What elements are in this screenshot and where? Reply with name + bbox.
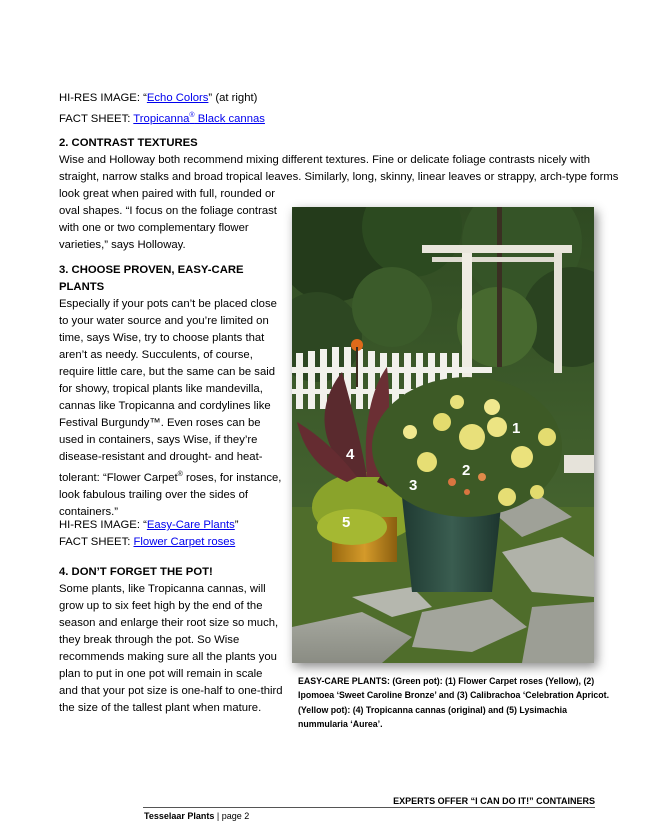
footer-title: EXPERTS OFFER “I CAN DO IT!” CONTAINERS	[393, 796, 595, 806]
footer-page-number: | page 2	[214, 811, 250, 821]
footer-brand: Tesselaar Plants	[144, 811, 215, 821]
section-3-line: Festival Burgundy™. Even roses can be	[59, 417, 261, 429]
photo-caption	[298, 674, 610, 732]
section-2-line: with one or two complementary flower	[59, 222, 249, 234]
section-2-line: oval shapes. “I focus on the foliage contrast	[59, 205, 277, 217]
section-3-line: require little care, but the same can be said	[59, 366, 276, 378]
section-4-line: and that your pot size is one-half to one-third	[59, 685, 283, 697]
section-3-line: Especially if your pots can’t be placed close	[59, 298, 277, 310]
section-3-heading: 3. CHOOSE PROVEN, EASY-CARE	[59, 264, 244, 276]
footer-divider	[143, 807, 595, 808]
section-4-line: grow up to six feet high by the end of the	[59, 600, 263, 612]
section-4-line: they break through the pot. So Wise	[59, 634, 240, 646]
section-2-line: varieties,” says Holloway.	[59, 239, 186, 251]
container-garden-photo	[292, 207, 594, 663]
section-4-line: the size of the tallest plant when mature.	[59, 702, 262, 714]
section-4-line: season and enlarge their root size so much,	[59, 617, 279, 629]
section-3-line: tolerant: “Flower Carpet® roses, for instance,	[59, 471, 282, 484]
section-2-heading: 2. CONTRAST TEXTURES	[59, 137, 198, 149]
section-3-line: used in containers, says Wise, if they’re	[59, 434, 258, 446]
section-3-heading-cont: PLANTS	[59, 281, 105, 293]
section-3-line: cannas like Tropicanna and cordylines like	[59, 400, 271, 412]
section-4-line: Some plants, like Tropicanna cannas, will	[59, 583, 266, 595]
section-3-line: to your water source and you’re limited on	[59, 315, 269, 327]
garden-illustration	[292, 207, 594, 663]
section-easy-care-plants	[59, 262, 281, 521]
plant-label-3: 3	[409, 477, 418, 494]
top-links	[59, 90, 265, 128]
fact-sheet-line: FACT SHEET: Tropicanna® Black cannas	[59, 112, 265, 125]
plant-label-2: 2	[462, 462, 471, 479]
tropicanna-black-cannas-link[interactable]: Tropicanna® Black cannas	[133, 112, 265, 125]
plant-label-4: 4	[346, 446, 355, 463]
section-2-line: Wise and Holloway both recommend mixing different textures. Fine or delicate foliage contrasts nicely with	[59, 154, 590, 166]
footer-page-info	[144, 811, 249, 821]
section-2-line: look great when paired with full, rounded or	[59, 188, 276, 200]
section-3-line: aren’t as needy. Succulents, of course,	[59, 349, 253, 361]
section-3-line: for showy, tropical plants like mandevilla,	[59, 383, 263, 395]
flower-carpet-roses	[372, 377, 562, 517]
section-4-line: plan to put in one pot will remain in scale	[59, 668, 263, 680]
hires-image-line: HI-RES IMAGE: “Easy-Care Plants”	[59, 519, 239, 531]
echo-colors-link[interactable]: Echo Colors	[146, 92, 209, 104]
section-3-line: disease-resistant and drought- and heat-	[59, 451, 263, 463]
fact-sheet-line: FACT SHEET: Flower Carpet roses	[59, 536, 236, 548]
plant-label-5: 5	[342, 514, 351, 531]
section-dont-forget-pot	[59, 564, 283, 717]
easy-care-plants-link[interactable]: Easy-Care Plants	[146, 519, 235, 531]
section-3-line: time, says Wise, try to choose plants that	[59, 332, 265, 344]
mid-links	[59, 517, 239, 551]
caption-line: nummularia ‘Aurea’.	[298, 719, 383, 730]
caption-line: Ipomoea ‘Sweet Caroline Bronze’ and (3) Calibrachoa ‘Celebration Apricot.	[298, 690, 610, 701]
section-3-line: look fabulous trailing over the sides of	[59, 488, 249, 501]
caption-line: EASY-CARE PLANTS: (Green pot): (1) Flower Carpet roses (Yellow), (2)	[298, 676, 595, 686]
pergola-beam	[422, 245, 572, 253]
plant-label-1: 1	[512, 420, 521, 437]
caption-line: (Yellow pot): (4) Tropicanna cannas (original) and (5) Lysimachia	[298, 704, 568, 715]
hires-image-line: HI-RES IMAGE: “Echo Colors” (at right)	[59, 92, 258, 104]
section-4-line: recommends making sure all the plants you	[59, 651, 277, 663]
section-3-line: containers.”	[59, 505, 119, 518]
section-2-line: straight, narrow stalks and broad tropical leaves. Similarly, long, skinny, linear leaves or strappy, arch-type forms	[59, 171, 619, 183]
flower-carpet-roses-link[interactable]: Flower Carpet roses	[133, 536, 236, 548]
section-4-heading: 4. DON’T FORGET THE POT!	[59, 566, 213, 578]
